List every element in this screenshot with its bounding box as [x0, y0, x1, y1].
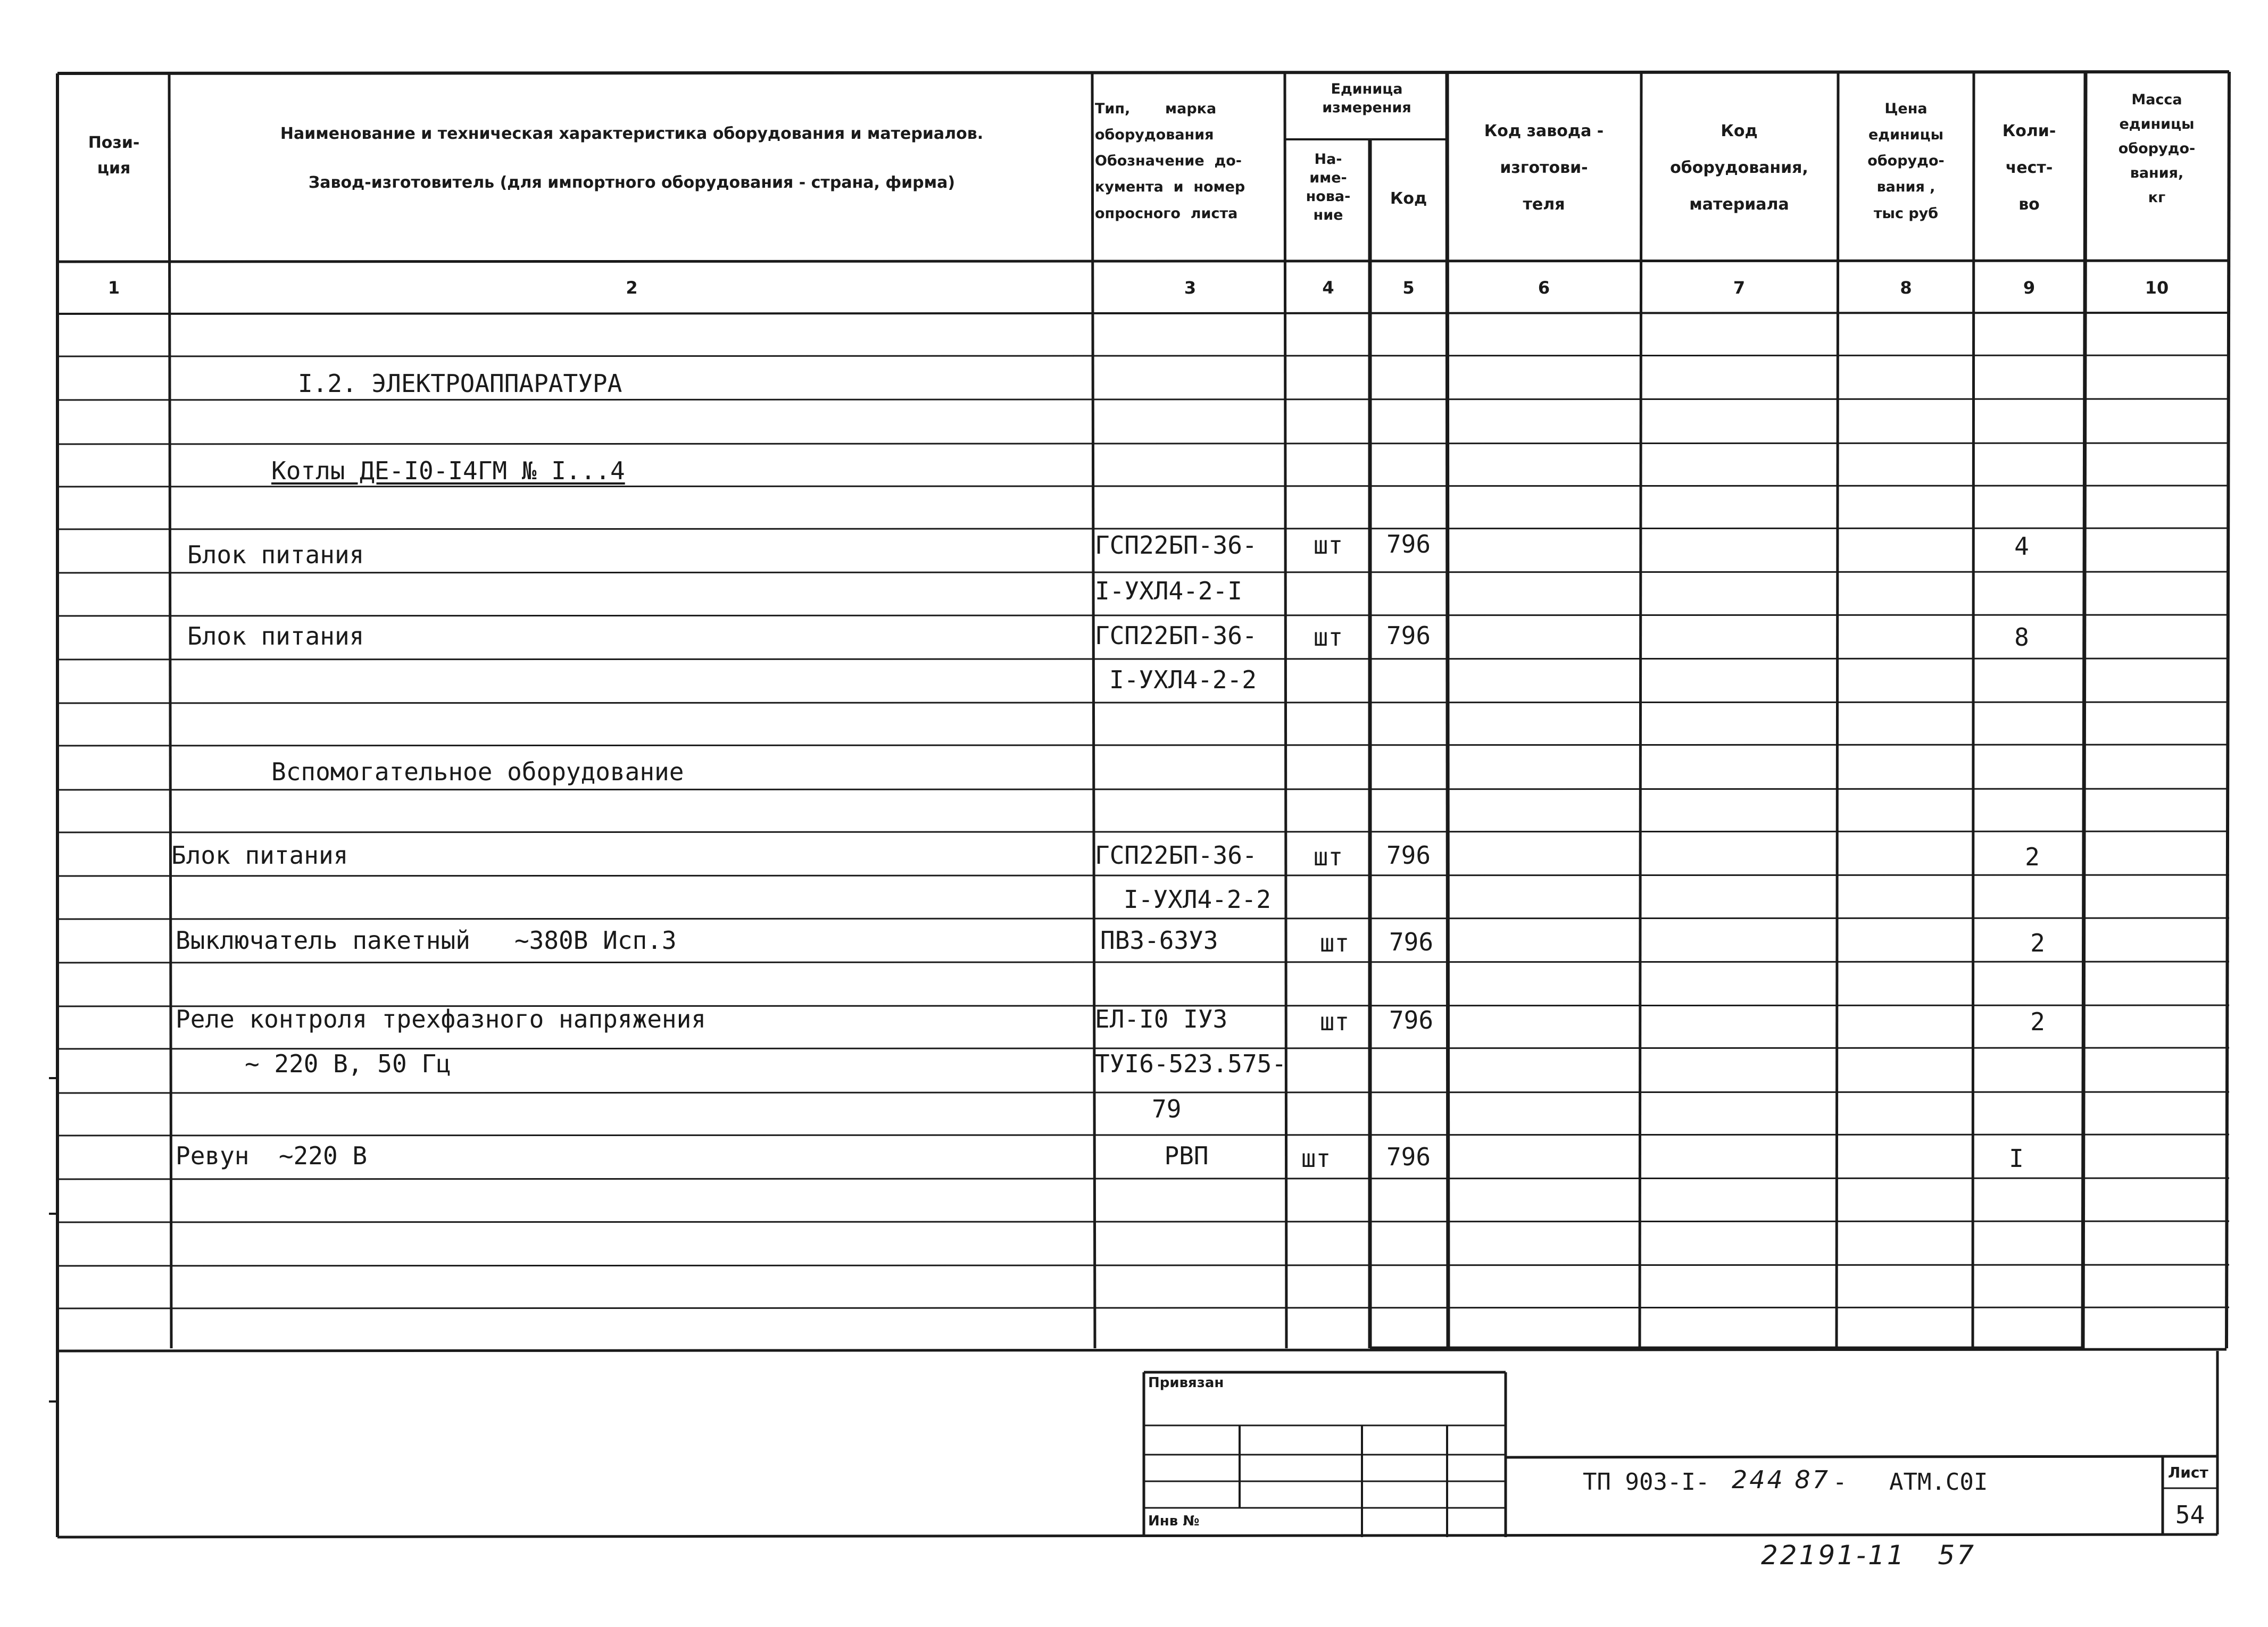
item-2-code: 796 [1386, 621, 1431, 650]
column-number-6: 6 [1538, 278, 1550, 298]
item-4-code: 796 [1389, 928, 1434, 956]
sheet-label: Лист [2168, 1464, 2208, 1481]
item-5-name: Реле контроля трехфазного напряжения [176, 1005, 706, 1033]
item-1-type-line1: ГСП22БП-36- [1095, 531, 1257, 560]
subsection-boilers: Котлы ДЕ-I0-I4ГМ № I...4 [271, 456, 625, 485]
item-2-name: Блок питания [187, 622, 364, 650]
item-6-name: Ревун ~220 В [176, 1141, 368, 1170]
column-number-3: 3 [1184, 278, 1197, 298]
item-1-type-line2: I-УХЛ4-2-I [1095, 577, 1242, 605]
item-5-code: 796 [1389, 1006, 1434, 1034]
item-6-type-line1: РВП [1164, 1141, 1209, 1170]
column-number-5: 5 [1402, 278, 1415, 298]
item-2-type-line2: I-УХЛ4-2-2 [1109, 665, 1257, 694]
header-unit-code: Код [1390, 189, 1427, 208]
document-code-handwritten: 244 87 [1732, 1465, 1830, 1494]
item-5-type-line3: 79 [1152, 1095, 1182, 1123]
item-3-name: Блок питания [171, 841, 348, 870]
item-5-quantity: 2 [2030, 1007, 2045, 1036]
item-4-type-line1: ПВ3-63У3 [1100, 926, 1218, 955]
header-name-line2: Завод-изготовитель (для импортного оборудования - страна, фирма) [308, 173, 956, 192]
item-5-type-line2: ТУI6-523.575- [1095, 1049, 1287, 1078]
item-3-quantity: 2 [2025, 842, 2040, 871]
header-price: Цена единицы оборудо- вания , тыс руб [1867, 101, 1945, 222]
header-position: Пози- ция [88, 134, 140, 178]
column-number-1: 1 [107, 278, 120, 298]
item-6-code: 796 [1386, 1142, 1431, 1171]
margin-tick [49, 1213, 59, 1215]
header-unit-group: Единица измерения [1322, 81, 1411, 116]
column-number-10: 10 [2145, 278, 2169, 298]
header-name-line1: Наименование и техническая характеристика оборудования и материалов. [280, 124, 984, 143]
stamp-privyazan-label: Привязан [1148, 1375, 1224, 1391]
section-title: I.2. ЭЛЕКТРОАППАРАТУРА [298, 369, 622, 398]
item-2-quantity: 8 [2014, 623, 2029, 652]
item-3-unit: шт [1313, 842, 1343, 871]
margin-tick [49, 1077, 59, 1079]
item-1-quantity: 4 [2014, 532, 2029, 561]
header-type: Тип, марка оборудования Обозначение до- кумента и номер опросного листа [1095, 101, 1245, 222]
stamp-inventory-number-label: Инв № [1148, 1513, 1200, 1529]
header-factory-code: Код завода - изготови- теля [1484, 122, 1604, 214]
margin-tick [49, 1400, 59, 1403]
item-1-code: 796 [1386, 530, 1431, 558]
header-mass: Масса единицы оборудо- вания, кг [2118, 91, 2196, 206]
document-code-suffix: - АТМ.С0I [1833, 1469, 1988, 1496]
item-5-type-line1: ЕЛ-I0 IУ3 [1095, 1005, 1228, 1033]
item-5-name-line2: ~ 220 В, 50 Гц [245, 1049, 451, 1078]
column-number-4: 4 [1322, 278, 1334, 298]
item-3-type-line1: ГСП22БП-36- [1095, 841, 1257, 870]
item-2-type-line1: ГСП22БП-36- [1095, 621, 1257, 650]
footer-handwritten-number: 22191-11 57 [1761, 1540, 1976, 1571]
item-2-unit: шт [1313, 623, 1343, 652]
item-4-quantity: 2 [2030, 929, 2045, 957]
column-number-8: 8 [1900, 278, 1912, 298]
item-6-quantity: I [2009, 1144, 2024, 1173]
item-4-name: Выключатель пакетный ~380В Исп.3 [176, 926, 677, 955]
header-unit-name: На- име- нова- ние [1306, 151, 1351, 224]
item-3-code: 796 [1386, 841, 1431, 870]
document-code-prefix: ТП 903-I- [1583, 1469, 1710, 1496]
column-number-9: 9 [2023, 278, 2036, 298]
column-number-7: 7 [1733, 278, 1746, 298]
header-quantity: Коли- чест- во [2002, 122, 2056, 214]
item-3-type-line2: I-УХЛ4-2-2 [1124, 885, 1271, 914]
item-6-unit: шт [1301, 1144, 1331, 1173]
item-5-unit: шт [1319, 1007, 1350, 1036]
subsection-auxiliary: Вспомогательное оборудование [271, 757, 684, 786]
header-equipment-code: Код оборудования, материала [1670, 122, 1808, 214]
item-1-unit: шт [1313, 531, 1343, 560]
column-number-2: 2 [626, 278, 638, 298]
item-4-unit: шт [1319, 929, 1350, 957]
item-1-name: Блок питания [187, 540, 364, 569]
sheet-number: 54 [2175, 1500, 2205, 1529]
